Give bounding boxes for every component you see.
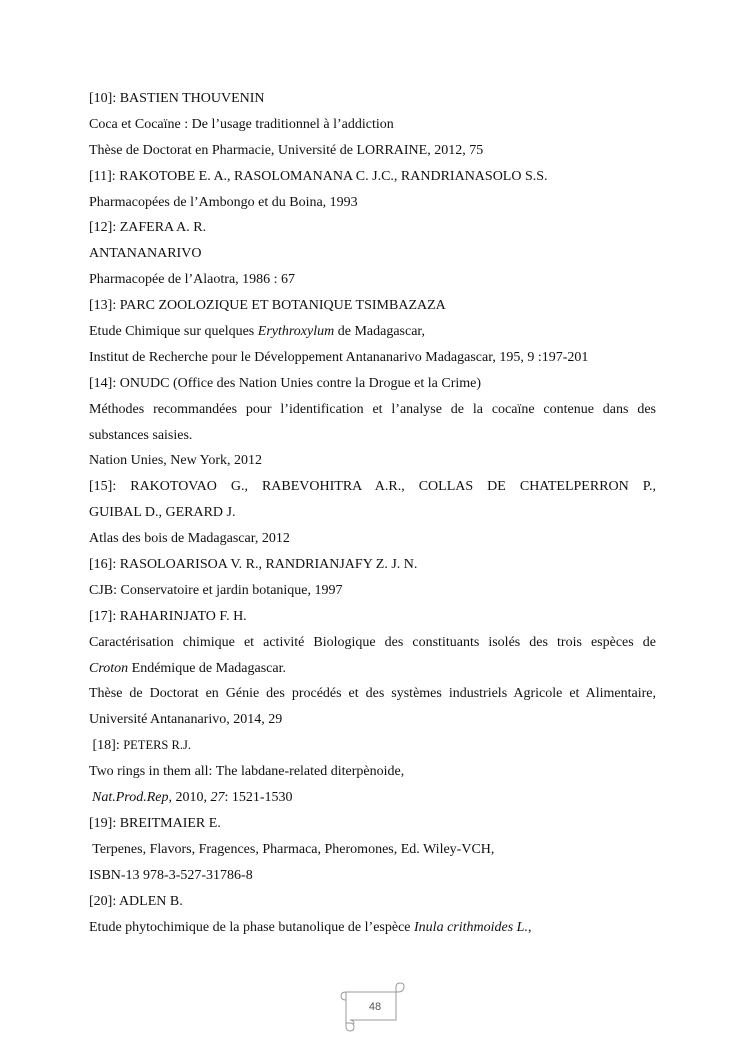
reference-20-species: Inula crithmoides L.	[414, 919, 528, 935]
reference-13-author: [13]: PARC ZOOLOZIQUE ET BOTANIQUE TSIMBAZAZA	[89, 298, 446, 314]
reference-16-author: [16]: RASOLOARISOA V. R., RANDRIANJAFY Z. J. N.	[89, 557, 418, 573]
page-footer	[338, 982, 408, 1032]
reference-11-title: Pharmacopées de l’Ambongo et du Boina, 1993	[89, 194, 358, 210]
reference-12-author: [12]: ZAFERA A. R.	[89, 220, 207, 236]
reference-17-title-line-2	[89, 656, 656, 682]
reference-18-number: [18]:	[89, 738, 124, 754]
reference-13-title	[89, 319, 656, 345]
reference-17-title-end: Endémique de Madagascar.	[128, 660, 286, 676]
reference-18-journal: Nat.Prod.Rep	[92, 790, 169, 806]
reference-17-source-line-1: Thèse de Doctorat en Génie des procédés et des systèmes industriels Agricole et Alimentaire,	[89, 686, 656, 702]
reference-20-title	[89, 915, 656, 941]
reference-19-title: Terpenes, Flavors, Fragences, Pharmaca, Pheromones, Ed. Wiley-VCH,	[89, 841, 495, 857]
reference-14-source: Nation Unies, New York, 2012	[89, 453, 263, 469]
reference-20-title-start: Etude phytochimique de la phase butanolique de l’espèce	[89, 919, 415, 935]
reference-14-author: [14]: ONUDC (Office des Nation Unies contre la Drogue et la Crime)	[89, 375, 482, 391]
reference-20-title-end: ,	[527, 919, 532, 935]
reference-19-author: [19]: BREITMAIER E.	[89, 815, 221, 831]
reference-13-source: Institut de Recherche pour le Développement Antananarivo Madagascar, 195, 9 :197-201	[89, 349, 589, 365]
reference-20-author: [20]: ADLEN B.	[89, 893, 183, 909]
page-number: 48	[368, 1001, 382, 1013]
reference-18-volume: 27	[210, 790, 225, 806]
reference-18-pages: : 1521-1530	[224, 790, 293, 806]
reference-13-title-start: Etude Chimique sur quelques	[89, 324, 258, 340]
reference-18-author-name: PETERS R.J.	[123, 738, 191, 753]
reference-18-author	[89, 733, 656, 759]
reference-13-genus: Erythroxylum	[257, 324, 335, 340]
reference-10-title: Coca et Cocaïne : De l’usage traditionnel à l’addiction	[89, 116, 394, 132]
reference-17-source-line-2: Université Antananarivo, 2014, 29	[89, 712, 283, 728]
reference-12-place: ANTANANARIVO	[89, 246, 202, 262]
reference-17-title-line-1: Caractérisation chimique et activité Biologique des constituants isolés des trois espèces de	[89, 634, 656, 650]
reference-11-author: [11]: RAKOTOBE E. A., RASOLOMANANA C. J.C., RANDRIANASOLO S.S.	[89, 168, 548, 184]
reference-18-title: Two rings in them all: The labdane-related diterpènoide,	[89, 764, 405, 780]
reference-13-title-end: de Madagascar,	[334, 324, 426, 340]
reference-18-journal-line	[89, 785, 656, 811]
reference-12-title: Pharmacopée de l’Alaotra, 1986 : 67	[89, 272, 296, 288]
reference-10-source: Thèse de Doctorat en Pharmacie, Université de LORRAINE, 2012, 75	[89, 142, 484, 158]
reference-14-title-line-1: Méthodes recommandées pour l’identification et l’analyse de la cocaïne contenue dans des	[89, 401, 656, 417]
reference-18-year: , 2010,	[168, 790, 211, 806]
reference-17-author: [17]: RAHARINJATO F. H.	[89, 608, 247, 624]
reference-17-genus: Croton	[89, 660, 129, 676]
reference-15-authors-line-2: GUIBAL D., GERARD J.	[89, 505, 236, 521]
reference-list	[89, 86, 656, 940]
reference-14-title-line-2: substances saisies.	[89, 427, 193, 443]
reference-15-authors-line-1: [15]: RAKOTOVAO G., RABEVOHITRA A.R., COLLAS DE CHATELPERRON P.,	[89, 479, 656, 495]
reference-16-title: CJB: Conservatoire et jardin botanique, 1997	[89, 582, 343, 598]
reference-15-title: Atlas des bois de Madagascar, 2012	[89, 531, 290, 547]
reference-19-isbn: ISBN-13 978-3-527-31786-8	[89, 867, 253, 883]
reference-10-author: [10]: BASTIEN THOUVENIN	[89, 91, 265, 106]
